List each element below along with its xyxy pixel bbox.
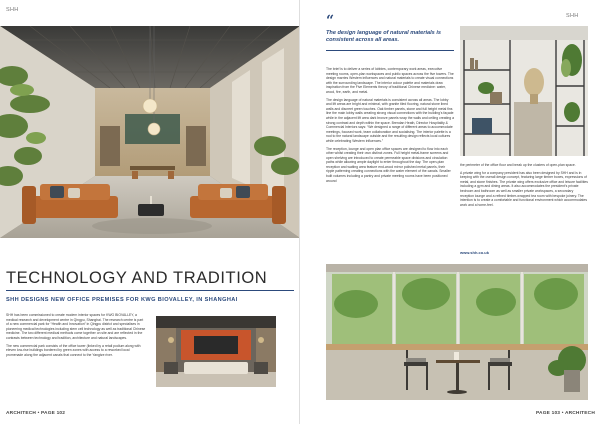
left-body-text <box>6 313 146 360</box>
shelving-photo <box>460 26 588 156</box>
reception-illustration <box>156 316 276 387</box>
meeting-area-photo <box>326 264 588 400</box>
paragraph: A private wing for a company president has also been designed by SHH and is in keeping with the overall design concept, featuring large timber boxes, expressions of metal, and stone finishes. The private wing offers exclusive office and leisure facilities including a gym and dining areas. It also accommodates the president’s private bedroom and bathroom as well as smaller private workspaces, a secondary reception lounge and a refined timber-wrapped tea room with bespoke joinery. The intention is to create a comfortable and functional environment which accommodates work and a home-feel. <box>460 170 588 207</box>
paragraph: The brief is to deliver a series of lobbies, contemporary work areas, executive meeting rooms, open-plan workspaces and public spaces across the five towers. The design marries Western influences and natural materials to create visual connections with the surrounding landscape. The interior colour palette and materials draw inspiration from the Five Elements theory of traditional Chinese medicine: water, wood, fire, earth, and metal. <box>326 67 454 94</box>
title-rule <box>6 290 294 291</box>
pull-quote: The design language of natural materials is consistent across all areas. <box>326 30 442 44</box>
paragraph: The reception, lounge and open plan office spaces are designed to flow into each other whilst creating their own distinct zones. Full height metal-frame screens and open shelving are introduced to create permeable space divisions and circulation paths while allowing ample daylight to enter throughout the day. The open-plan reception and waiting area feature end-wood mirror polished metal panels, their ripple patterning creating connections with the water element of the canals. Smaller built volumes including a pantry and private meeting rooms have been positioned around <box>326 146 451 183</box>
paragraph: The design language of natural materials is consistent across all areas. The lobby and lift areas are bright and minimal, with granite tiled flooring, natural stone lined walls and discreet green touches. Oak timber panels, stone and full height metal fins line the main lobby walls creating strong visual connections with the building’s façade while in the adjacent lift area dark bronze panels wrap the walls and ceiling creating a strong contrast and depth within the space. Brendan Heath, Director Hospitality & Commercial Interiors says: “We designed a range of different areas to accommodate meetings, focused work, team collaboration and socialising. The interior palette is a nod to the natural landscape outside and the resulting design reflects local cultures while celebrating Western influences.” <box>326 97 454 143</box>
page-header-label: SHH <box>6 7 19 13</box>
page-header-label: SHH <box>566 13 579 19</box>
right-page <box>300 0 600 424</box>
paragraph: SHH has been commissioned to create modern interior spaces for KWG BIOVALLEY, a medical research and development centre in Qingpu, Shanghai. The research centre is part of a new commercial park for “Health and Innovation” in Qingpu district and specialises in pioneering medical technologies including stem cell technology as well as traditional Chinese medicine. The two different medical methods come together on site and are reflected in the contrasts between technology and tradition, architecture and natural landscapes. <box>6 313 146 340</box>
page-footer-label: PAGE 103 • ARCHITECH <box>536 411 595 416</box>
lounge-photo <box>0 26 300 238</box>
shelving-illustration <box>460 26 588 156</box>
page-footer-label: ARCHITECH • PAGE 102 <box>6 411 66 416</box>
paragraph: The new commercial park consists of the office tower (linked by a retail podium along with eleven low-rise buildings bordered by green zones with access to a reworked local promenade along the adjacent canals that connect to the Yangtze river. <box>6 343 141 357</box>
right-column-left-text <box>326 67 454 186</box>
lounge-illustration <box>0 26 300 238</box>
paragraph: the perimeter of the office floor and break up the clusters of open-plan space. <box>460 163 576 167</box>
right-column-right-text <box>460 163 588 210</box>
article-subtitle: SHH DESIGNS NEW OFFICE PREMISES FOR KWG BIOVALLEY, IN SHANGHAI <box>6 297 238 303</box>
meeting-area-illustration <box>326 264 588 400</box>
website-link[interactable]: www.shh.co.uk <box>460 250 489 255</box>
quote-rule <box>326 50 454 51</box>
quote-mark: “ <box>326 13 335 29</box>
article-title: TECHNOLOGY AND TRADITION <box>6 269 268 287</box>
reception-photo <box>156 316 276 387</box>
